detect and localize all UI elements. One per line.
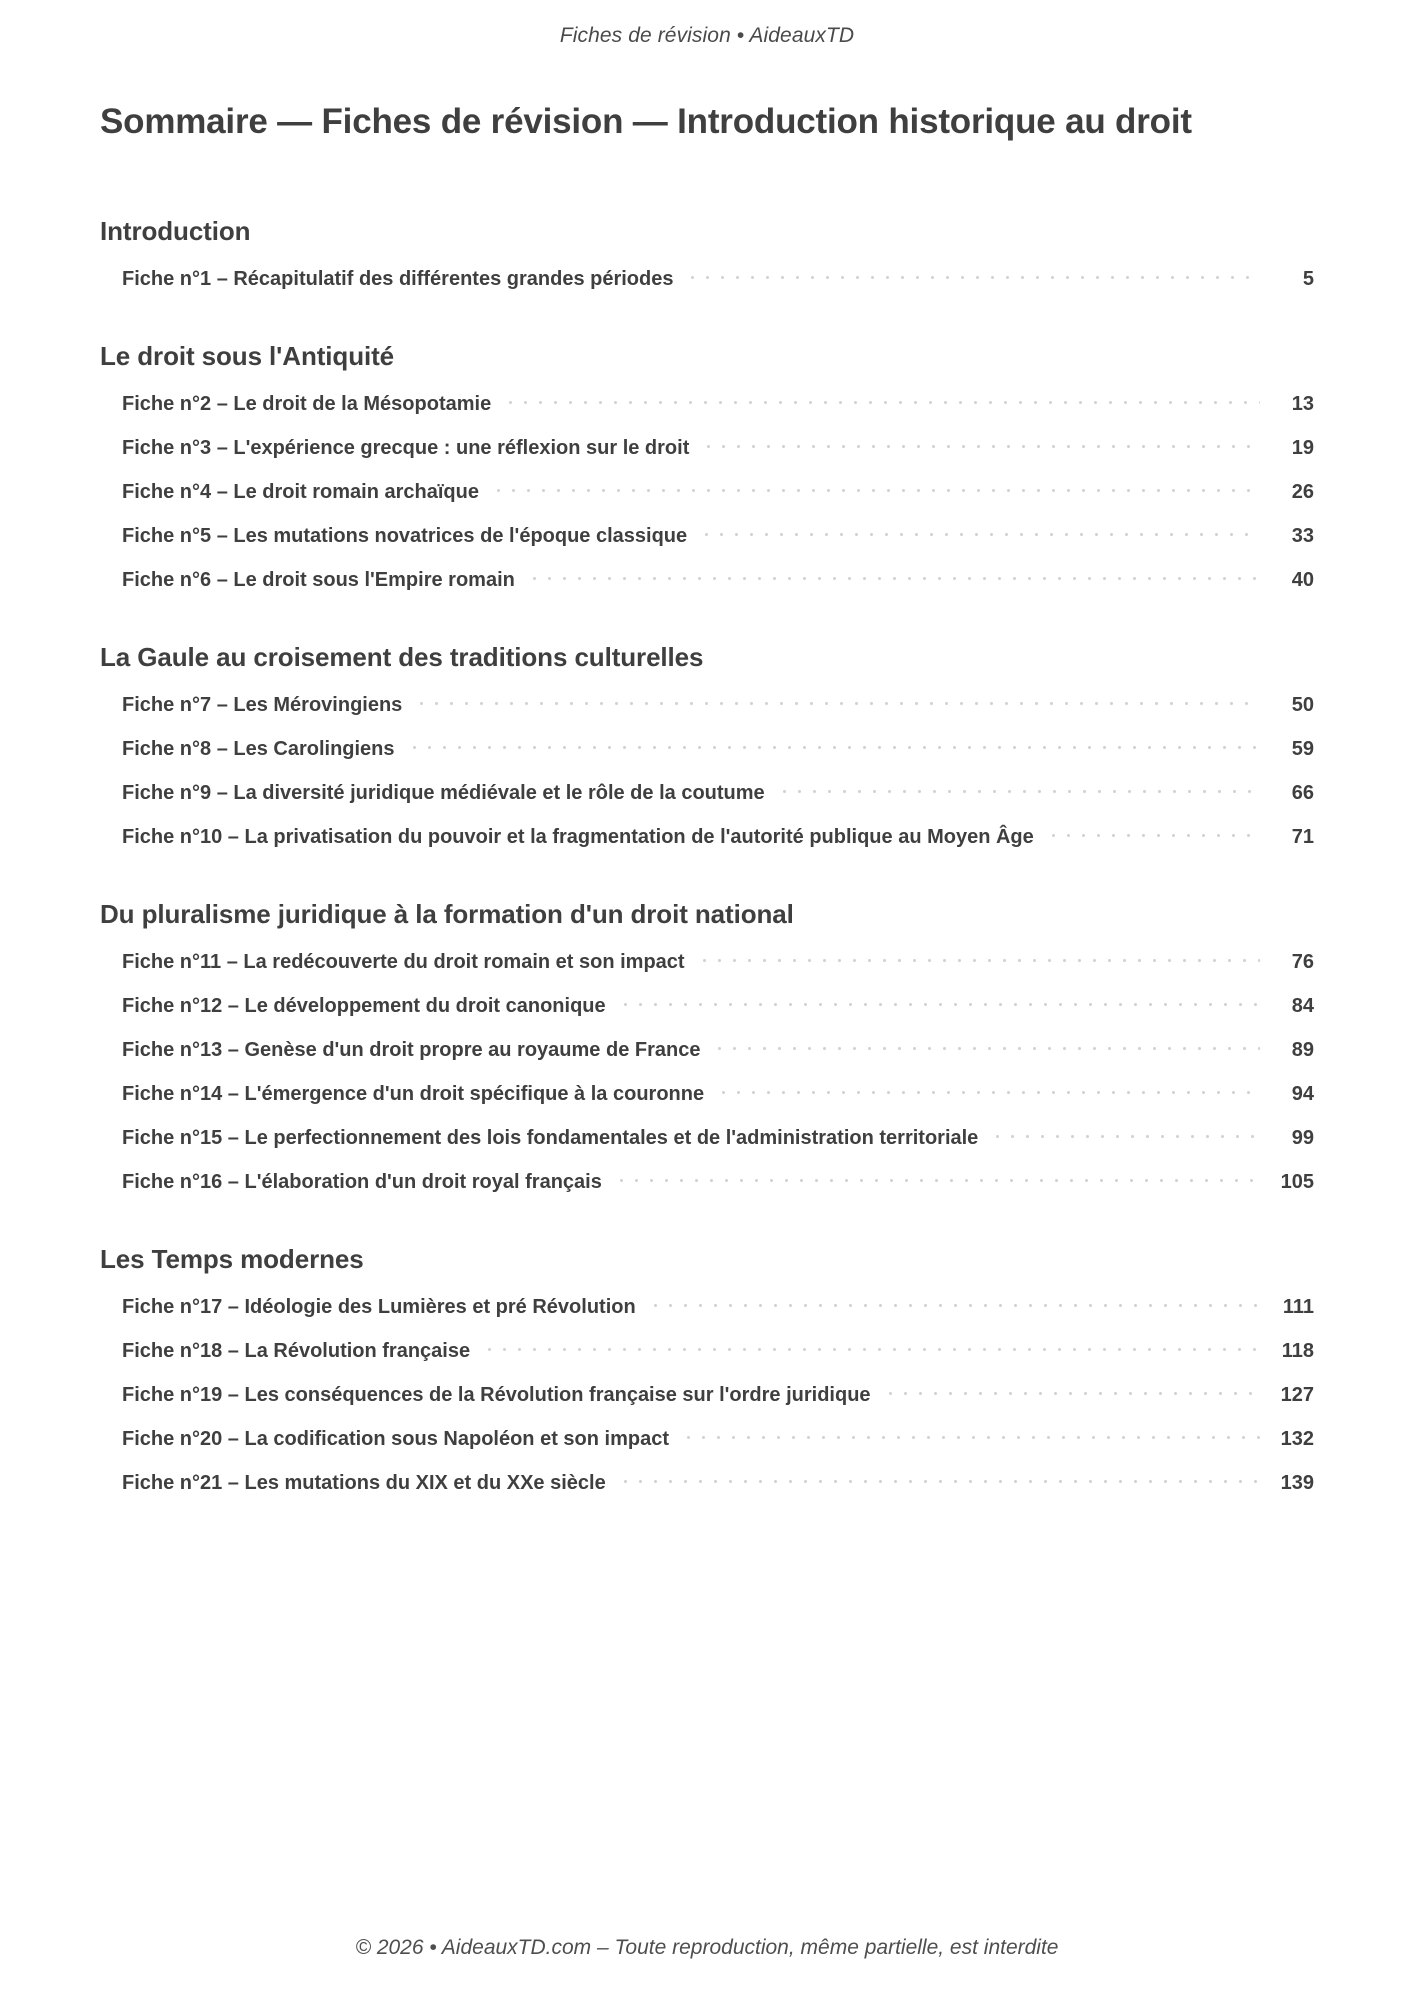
toc-entry-label: Fiche n°16 – L'élaboration d'un droit royal français xyxy=(122,1170,602,1193)
dot-leader xyxy=(883,1381,1260,1401)
toc-entry-page-number: 111 xyxy=(1282,1295,1314,1318)
toc-entry-label: Fiche n°14 – L'émergence d'un droit spécifique à la couronne xyxy=(122,1082,705,1105)
toc-entry[interactable] xyxy=(100,257,1314,301)
toc-entry-list xyxy=(100,683,1314,859)
toc-entry-page-number: 50 xyxy=(1291,693,1314,716)
toc-entry-page-number: 40 xyxy=(1291,568,1314,591)
toc-entry-page-number: 139 xyxy=(1280,1471,1314,1494)
toc-entry[interactable] xyxy=(100,1160,1314,1204)
toc-entry[interactable] xyxy=(100,1461,1314,1505)
dot-leader xyxy=(527,566,1260,586)
dot-leader xyxy=(407,735,1260,755)
toc-entry-page-number: 71 xyxy=(1291,825,1314,848)
toc-entry[interactable] xyxy=(100,1329,1314,1373)
toc-entry-page-number: 94 xyxy=(1291,1082,1314,1105)
toc-entry-page-number: 127 xyxy=(1280,1383,1314,1406)
dot-leader xyxy=(618,992,1260,1012)
toc-entry-page-number: 13 xyxy=(1291,392,1314,415)
toc-entry-page-number: 26 xyxy=(1291,480,1314,503)
dot-leader xyxy=(990,1124,1260,1144)
toc-entry-list xyxy=(100,257,1314,301)
dot-leader xyxy=(777,779,1260,799)
toc-section xyxy=(100,608,1314,859)
toc-entry[interactable] xyxy=(100,727,1314,771)
toc-section xyxy=(100,1210,1314,1505)
toc-entry-label: Fiche n°6 – Le droit sous l'Empire romain xyxy=(122,568,515,591)
toc-entry[interactable] xyxy=(100,683,1314,727)
dot-leader xyxy=(712,1036,1260,1056)
toc-entry-page-number: 118 xyxy=(1281,1339,1314,1362)
toc-entry-list xyxy=(100,382,1314,602)
toc-section xyxy=(100,865,1314,1204)
toc-entry-label: Fiche n°5 – Les mutations novatrices de l'époque classique xyxy=(122,524,688,547)
toc-entry[interactable] xyxy=(100,1072,1314,1116)
dot-leader xyxy=(648,1293,1260,1313)
toc-entry[interactable] xyxy=(100,426,1314,470)
toc-entry-label: Fiche n°2 – Le droit de la Mésopotamie xyxy=(122,392,492,415)
dot-leader xyxy=(701,434,1260,454)
footer-copyright: © 2026 • AideauxTD.com – Toute reproduction, même partielle, est interdite xyxy=(355,1936,1059,1959)
dot-leader xyxy=(503,390,1260,410)
dot-leader xyxy=(699,522,1260,542)
dot-leader xyxy=(618,1469,1260,1489)
dot-leader xyxy=(697,948,1260,968)
toc-entry-page-number: 132 xyxy=(1280,1427,1314,1450)
toc-entry-label: Fiche n°18 – La Révolution française xyxy=(122,1339,471,1362)
toc-entry[interactable] xyxy=(100,514,1314,558)
toc-entry[interactable] xyxy=(100,470,1314,514)
toc-entry-list xyxy=(100,940,1314,1204)
dot-leader xyxy=(685,265,1260,285)
toc-entry[interactable] xyxy=(100,1417,1314,1461)
toc-entry-label: Fiche n°1 – Récapitulatif des différentes grandes périodes xyxy=(122,267,674,290)
toc-entry[interactable] xyxy=(100,984,1314,1028)
toc-entry-label: Fiche n°13 – Genèse d'un droit propre au royaume de France xyxy=(122,1038,701,1061)
toc-entry[interactable] xyxy=(100,1116,1314,1160)
toc-entry-page-number: 84 xyxy=(1291,994,1314,1017)
toc-entry-label: Fiche n°20 – La codification sous Napoléon et son impact xyxy=(122,1427,669,1450)
toc-entry[interactable] xyxy=(100,815,1314,859)
toc-entry-label: Fiche n°19 – Les conséquences de la Révolution française sur l'ordre juridique xyxy=(122,1383,871,1406)
toc-entry[interactable] xyxy=(100,771,1314,815)
toc-entry-page-number: 19 xyxy=(1291,436,1314,459)
dot-leader xyxy=(1046,823,1260,843)
toc-entry-page-number: 33 xyxy=(1291,524,1314,547)
toc-entry[interactable] xyxy=(100,940,1314,984)
dot-leader xyxy=(614,1168,1260,1188)
toc-section-title: Le droit sous l'Antiquité xyxy=(100,340,395,371)
page-title: Sommaire — Fiches de révision — Introduction historique au droit xyxy=(100,102,1192,141)
running-header: Fiches de révision • AideauxTD xyxy=(559,24,855,47)
toc-entry-page-number: 66 xyxy=(1291,781,1314,804)
toc-entry-label: Fiche n°12 – Le développement du droit canonique xyxy=(122,994,606,1017)
toc-entry-page-number: 105 xyxy=(1280,1170,1314,1193)
toc-entry-page-number: 99 xyxy=(1291,1126,1314,1149)
toc-entry-label: Fiche n°10 – La privatisation du pouvoir et la fragmentation de l'autorité publique au Moyen Âge xyxy=(122,825,1034,848)
dot-leader xyxy=(491,478,1260,498)
dot-leader xyxy=(482,1337,1260,1357)
toc-entry-label: Fiche n°9 – La diversité juridique médiévale et le rôle de la coutume xyxy=(122,781,765,804)
toc-entry-page-number: 89 xyxy=(1291,1038,1314,1061)
toc-section-title: Les Temps modernes xyxy=(100,1243,364,1274)
toc-entry-label: Fiche n°17 – Idéologie des Lumières et pré Révolution xyxy=(122,1295,636,1318)
toc-entry-label: Fiche n°21 – Les mutations du XIX et du XXe siècle xyxy=(122,1471,606,1494)
toc-entry[interactable] xyxy=(100,1373,1314,1417)
toc-section-title: Introduction xyxy=(100,215,251,246)
toc-entry-page-number: 5 xyxy=(1302,267,1314,290)
toc-entry-label: Fiche n°7 – Les Mérovingiens xyxy=(122,693,403,716)
dot-leader xyxy=(414,691,1260,711)
toc-section xyxy=(100,307,1314,602)
toc-section-title: La Gaule au croisement des traditions culturelles xyxy=(100,641,704,672)
toc-entry-label: Fiche n°15 – Le perfectionnement des lois fondamentales et de l'administration territoriale xyxy=(122,1126,979,1149)
toc-section-title: Du pluralisme juridique à la formation d'un droit national xyxy=(100,898,794,929)
toc-entry[interactable] xyxy=(100,1285,1314,1329)
dot-leader xyxy=(716,1080,1260,1100)
table-of-contents xyxy=(100,200,1314,1505)
toc-entry-page-number: 59 xyxy=(1291,737,1314,760)
toc-entry-label: Fiche n°8 – Les Carolingiens xyxy=(122,737,395,760)
dot-leader xyxy=(681,1425,1260,1445)
toc-entry-label: Fiche n°3 – L'expérience grecque : une réflexion sur le droit xyxy=(122,436,690,459)
toc-entry[interactable] xyxy=(100,558,1314,602)
toc-entry-page-number: 76 xyxy=(1291,950,1314,973)
toc-entry-list xyxy=(100,1285,1314,1505)
toc-entry-label: Fiche n°11 – La redécouverte du droit romain et son impact xyxy=(122,950,685,973)
toc-entry[interactable] xyxy=(100,1028,1314,1072)
toc-entry-label: Fiche n°4 – Le droit romain archaïque xyxy=(122,480,479,503)
toc-entry[interactable] xyxy=(100,382,1314,426)
toc-section xyxy=(100,200,1314,301)
